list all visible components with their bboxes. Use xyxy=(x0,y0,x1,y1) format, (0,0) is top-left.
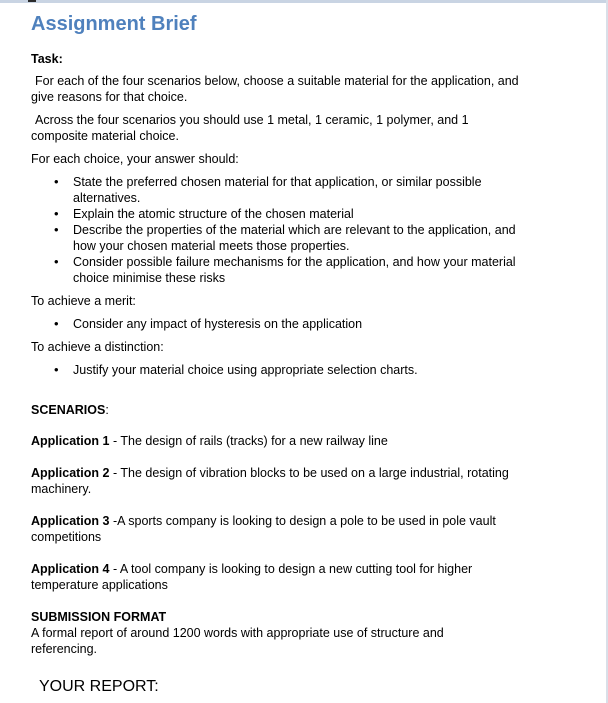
list-item: • Describe the properties of the material which are relevant to the application, and how your chosen material meets those properties. xyxy=(54,222,517,254)
your-report-heading: YOUR REPORT: xyxy=(39,678,159,695)
submission-text xyxy=(31,625,481,657)
list-item: • Consider possible failure mechanisms for the application, and how your material choice minimise these risks xyxy=(54,254,517,286)
distinction-label: To achieve a distinction: xyxy=(31,340,164,354)
list-item: • Explain the atomic structure of the chosen material xyxy=(54,206,517,222)
application-3 xyxy=(31,513,531,545)
task-intro-1 xyxy=(31,73,523,105)
list-item: • Consider any impact of hysteresis on the application xyxy=(54,316,524,332)
application-label: Application 3 xyxy=(31,514,110,528)
application-label: Application 4 xyxy=(31,562,110,576)
application-text: -A sports company is looking to design a pole to be used in pole vault competitions xyxy=(31,514,496,544)
task-intro-1-text: For each of the four scenarios below, choose a suitable material for the application, and give reasons for that choice. xyxy=(31,74,519,104)
application-4 xyxy=(31,561,511,593)
document-title: Assignment Brief xyxy=(31,13,197,35)
distinction-list xyxy=(54,362,524,378)
requirements-list xyxy=(54,174,517,286)
task-intro-2 xyxy=(31,112,511,144)
application-1 xyxy=(31,433,541,449)
merit-label: To achieve a merit: xyxy=(31,294,136,308)
application-text: - The design of rails (tracks) for a new railway line xyxy=(109,434,388,448)
window-top-border xyxy=(0,0,608,3)
scenarios-heading-text: SCENARIOS xyxy=(31,403,106,417)
application-2 xyxy=(31,465,521,497)
scenarios-heading xyxy=(31,402,109,418)
list-item: • State the preferred chosen material for that application, or similar possible alternatives. xyxy=(54,174,517,206)
submission-text-body: A formal report of around 1200 words with appropriate use of structure and referencing. xyxy=(31,626,444,656)
task-intro-2-text: Across the four scenarios you should use 1 metal, 1 ceramic, 1 polymer, and 1 composite material choice. xyxy=(31,113,469,143)
submission-heading: SUBMISSION FORMAT xyxy=(31,610,167,624)
application-text: - The design of vibration blocks to be used on a large industrial, rotating machinery. xyxy=(31,466,509,496)
task-heading: Task: xyxy=(31,52,63,66)
cursor-mark xyxy=(28,0,36,2)
list-item: • Justify your material choice using appropriate selection charts. xyxy=(54,362,524,378)
application-text: - A tool company is looking to design a new cutting tool for higher temperature applications xyxy=(31,562,473,592)
merit-list xyxy=(54,316,524,332)
application-label: Application 2 xyxy=(31,466,110,480)
scenarios-heading-colon: : xyxy=(105,403,109,417)
application-label: Application 1 xyxy=(31,434,110,448)
each-choice-label: For each choice, your answer should: xyxy=(31,152,239,166)
